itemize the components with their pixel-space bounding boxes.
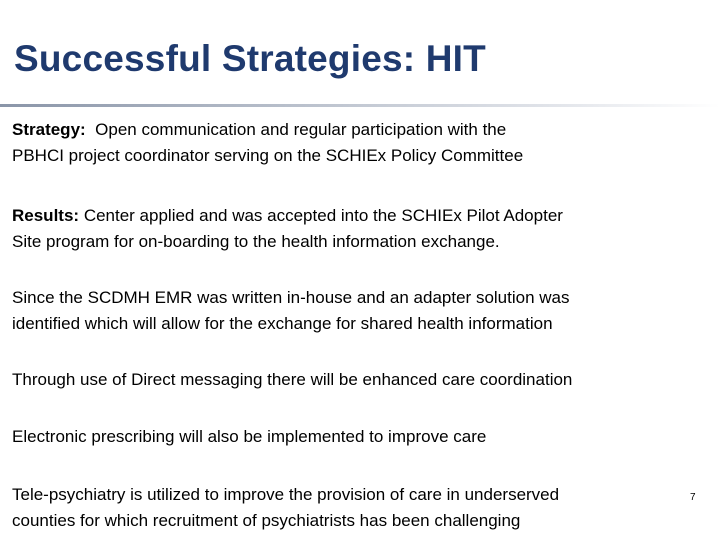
emr-text-2: identified which will allow for the exchange for shared health information [12, 314, 553, 333]
results-text-1: Center applied and was accepted into the SCHIEx Pilot Adopter [83, 206, 563, 225]
page-number: 7 [690, 492, 696, 503]
telepsychiatry-text-1: Tele-psychiatry is utilized to improve the provision of care in underserved [12, 485, 560, 504]
strategy-label: Strategy: [12, 120, 86, 139]
direct-messaging-paragraph [12, 367, 702, 393]
emr-paragraph [12, 285, 702, 337]
telepsychiatry-paragraph [12, 482, 702, 534]
strategy-paragraph [12, 117, 702, 169]
strategy-text-1: Open communication and regular participation with the [95, 120, 507, 139]
emr-text-1: Since the SCDMH EMR was written in-house and an adapter solution was [12, 288, 570, 307]
results-paragraph [12, 203, 702, 255]
results-text-2: Site program for on-boarding to the health information exchange. [12, 232, 500, 251]
strategy-line-1 [12, 117, 702, 143]
title-divider [0, 104, 720, 107]
direct-messaging-text: Through use of Direct messaging there will be enhanced care coordination [12, 370, 573, 389]
strategy-text-2: PBHCI project coordinator serving on the SCHIEx Policy Committee [12, 146, 524, 165]
results-line-1 [12, 203, 702, 229]
e-prescribing-text: Electronic prescribing will also be implemented to improve care [12, 427, 487, 446]
e-prescribing-paragraph [12, 424, 702, 450]
telepsychiatry-text-2: counties for which recruitment of psychiatrists has been challenging [12, 511, 521, 530]
results-label: Results: [12, 206, 80, 225]
slide-title: Successful Strategies: HIT [14, 38, 486, 79]
